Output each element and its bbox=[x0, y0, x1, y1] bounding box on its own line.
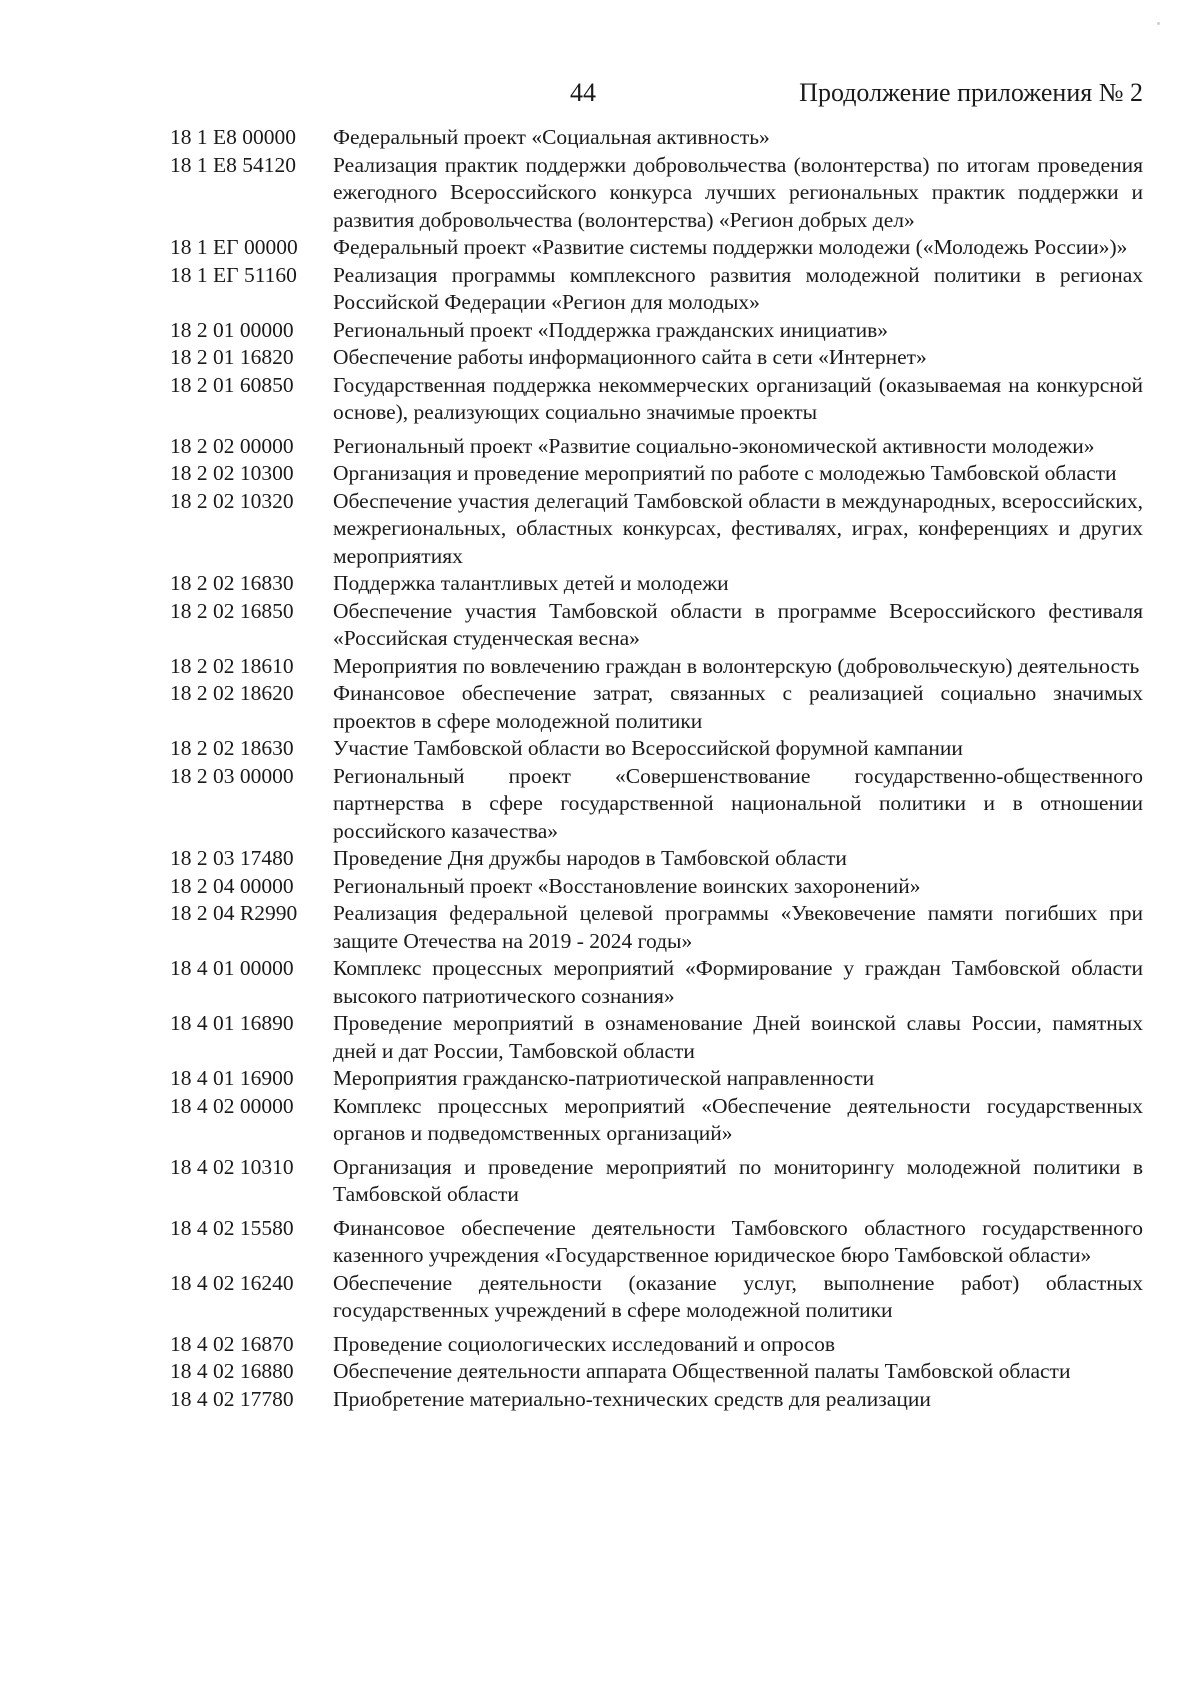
list-item bbox=[170, 598, 1143, 653]
list-item bbox=[170, 680, 1143, 735]
budget-code: 18 2 01 00000 bbox=[170, 317, 294, 342]
list-item bbox=[170, 763, 1143, 846]
page-header bbox=[170, 78, 1143, 118]
continuation-title: Продолжение приложения № 2 bbox=[799, 78, 1143, 107]
list-item bbox=[170, 488, 1143, 571]
budget-code-description: Проведение социологических исследований и опросов bbox=[333, 1331, 835, 1356]
budget-code: 18 2 02 10320 bbox=[170, 488, 294, 513]
budget-code-description: Государственная поддержка некоммерческих организаций (оказываемая на конкурсной основе), реализующих социально значимые проекты bbox=[333, 372, 1143, 424]
budget-code-description: Региональный проект «Развитие социально-экономической активности молодежи» bbox=[333, 433, 1095, 458]
budget-code-description: Реализация программы комплексного развития молодежной политики в регионах Российской Федерации «Регион для молодых» bbox=[333, 262, 1143, 314]
budget-code-description: Региональный проект «Восстановление воинских захоронений» bbox=[333, 873, 921, 898]
list-item bbox=[170, 1331, 1143, 1359]
budget-code: 18 2 02 10300 bbox=[170, 461, 294, 485]
list-item bbox=[170, 735, 1143, 763]
budget-code-description: Обеспечение участия Тамбовской области в программе Всероссийского фестиваля «Российская студенческая весна» bbox=[333, 598, 1143, 650]
budget-code: 18 2 02 18620 bbox=[170, 681, 294, 705]
budget-code: 18 1 E8 00000 bbox=[170, 125, 297, 149]
budget-code: 18 4 02 16240 bbox=[170, 1270, 294, 1295]
budget-code: 18 1 E8 54120 bbox=[170, 152, 297, 177]
budget-code: 18 2 04 R2990 bbox=[170, 901, 298, 925]
budget-code-description: Комплекс процессных мероприятий «Формирование у граждан Тамбовской области высокого патриотического сознания» bbox=[333, 956, 1143, 1008]
list-item bbox=[170, 372, 1143, 427]
budget-code-description: Федеральный проект «Развитие системы поддержки молодежи («Молодежь России»)» bbox=[333, 235, 1128, 259]
list-item bbox=[170, 873, 1143, 901]
budget-code: 18 4 02 15580 bbox=[170, 1215, 294, 1240]
budget-code: 18 4 01 00000 bbox=[170, 956, 294, 980]
budget-code-description: Финансовое обеспечение деятельности Тамбовского областного государственного казенного учреждения «Государственное юридическое бюро Тамбовской области» bbox=[333, 1215, 1143, 1267]
budget-code: 18 2 03 00000 bbox=[170, 763, 294, 788]
budget-code: 18 4 01 16890 bbox=[170, 1011, 294, 1035]
budget-code: 18 2 01 16820 bbox=[170, 345, 294, 369]
budget-code-list bbox=[170, 124, 1143, 1413]
budget-code: 18 1 ЕГ 00000 bbox=[170, 235, 298, 259]
list-item bbox=[170, 1065, 1143, 1093]
list-item bbox=[170, 460, 1143, 488]
list-item bbox=[170, 845, 1143, 873]
budget-code-description: Приобретение материально-технических средств для реализации bbox=[333, 1386, 931, 1411]
budget-code-description: Финансовое обеспечение затрат, связанных с реализацией социально значимых проектов в сфере молодежной политики bbox=[333, 681, 1143, 733]
budget-code: 18 4 02 16880 bbox=[170, 1359, 294, 1383]
list-item bbox=[170, 653, 1143, 681]
list-item bbox=[170, 1093, 1143, 1148]
budget-code-description: Обеспечение работы информационного сайта в сети «Интернет» bbox=[333, 345, 927, 369]
budget-code: 18 2 03 17480 bbox=[170, 846, 294, 870]
list-item bbox=[170, 433, 1143, 461]
budget-code-description: Поддержка талантливых детей и молодежи bbox=[333, 571, 729, 595]
budget-code-description: Комплекс процессных мероприятий «Обеспечение деятельности государственных органов и подведомственных организаций» bbox=[333, 1093, 1143, 1145]
budget-code: 18 4 02 00000 bbox=[170, 1093, 294, 1118]
budget-code: 18 4 02 17780 bbox=[170, 1386, 294, 1411]
budget-code-description: Региональный проект «Совершенствование государственно-общественного партнерства в сфере государственной национальной политики и в отношении российского казачества» bbox=[333, 763, 1143, 843]
list-item bbox=[170, 152, 1143, 235]
budget-code-description: Проведение мероприятий в ознаменование Дней воинской славы России, памятных дней и дат России, Тамбовской области bbox=[333, 1011, 1143, 1063]
budget-code: 18 2 02 16850 bbox=[170, 598, 294, 623]
budget-code-description: Мероприятия гражданско-патриотической направленности bbox=[333, 1066, 875, 1090]
budget-code-description: Организация и проведение мероприятий по мониторингу молодежной политики в Тамбовской области bbox=[333, 1154, 1143, 1206]
budget-code-description: Обеспечение участия делегаций Тамбовской области в международных, всероссийских, межрегиональных, областных конкурсах, фестивалях, играх, конференциях и других мероприятиях bbox=[333, 488, 1143, 568]
list-item bbox=[170, 317, 1143, 345]
list-item bbox=[170, 955, 1143, 1010]
list-item bbox=[170, 900, 1143, 955]
list-item bbox=[170, 1270, 1143, 1325]
budget-code-description: Федеральный проект «Социальная активность» bbox=[333, 125, 770, 149]
budget-code: 18 2 01 60850 bbox=[170, 372, 294, 397]
budget-code-description: Участие Тамбовской области во Всероссийской форумной кампании bbox=[333, 736, 963, 760]
budget-code-description: Проведение Дня дружбы народов в Тамбовской области bbox=[333, 846, 847, 870]
budget-code-description: Реализация федеральной целевой программы «Увековечение памяти погибших при защите Отечества на 2019 - 2024 годы» bbox=[333, 901, 1143, 953]
budget-code: 18 4 02 10310 bbox=[170, 1154, 294, 1179]
list-item bbox=[170, 124, 1143, 152]
budget-code: 18 2 02 18610 bbox=[170, 653, 294, 678]
budget-code: 18 2 02 00000 bbox=[170, 433, 294, 458]
list-item bbox=[170, 1010, 1143, 1065]
budget-code: 18 2 04 00000 bbox=[170, 873, 294, 898]
budget-code-description: Мероприятия по вовлечению граждан в волонтерскую (добровольческую) деятельность bbox=[333, 653, 1140, 678]
budget-code-description: Организация и проведение мероприятий по работе с молодежью Тамбовской области bbox=[333, 461, 1117, 485]
list-item bbox=[170, 1358, 1143, 1386]
list-item bbox=[170, 1215, 1143, 1270]
budget-code: 18 2 02 16830 bbox=[170, 571, 294, 595]
budget-code: 18 1 ЕГ 51160 bbox=[170, 262, 297, 287]
budget-code-description: Обеспечение деятельности (оказание услуг, выполнение работ) областных государственных учреждений в сфере молодежной политики bbox=[333, 1270, 1143, 1322]
list-item bbox=[170, 1154, 1143, 1209]
budget-code: 18 2 02 18630 bbox=[170, 736, 294, 760]
list-item bbox=[170, 1386, 1143, 1414]
budget-code: 18 4 01 16900 bbox=[170, 1066, 294, 1090]
list-item bbox=[170, 234, 1143, 262]
list-item bbox=[170, 570, 1143, 598]
budget-code-description: Реализация практик поддержки добровольчества (волонтерства) по итогам проведения ежегодного Всероссийского конкурса лучших региональных практик поддержки и развития добровольчества (волонтерства) «Регион добрых дел» bbox=[333, 152, 1143, 232]
budget-code-description: Обеспечение деятельности аппарата Общественной палаты Тамбовской области bbox=[333, 1359, 1071, 1383]
list-item bbox=[170, 262, 1143, 317]
budget-code: 18 4 02 16870 bbox=[170, 1331, 294, 1356]
budget-code-description: Региональный проект «Поддержка гражданских инициатив» bbox=[333, 317, 889, 342]
list-item bbox=[170, 344, 1143, 372]
scan-mark bbox=[1157, 22, 1160, 25]
page-number: 44 bbox=[570, 78, 596, 107]
